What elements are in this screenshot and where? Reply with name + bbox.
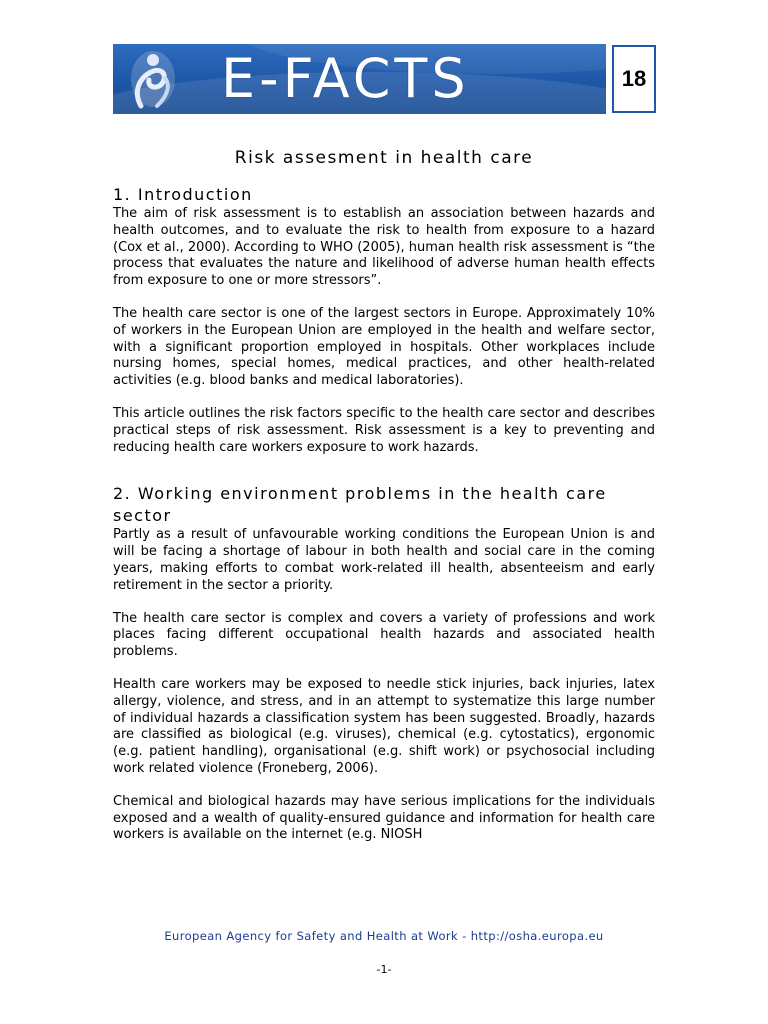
section-heading: 1. Introduction <box>113 185 253 204</box>
banner-background <box>113 44 606 114</box>
paragraph: This article outlines the risk factors specific to the health care sector and describes practical steps of risk assessment. Risk assessment is a key to preventing and reducing health care workers exposure to work hazards. <box>113 405 655 455</box>
section-introduction <box>113 184 655 456</box>
banner-title: E-FACTS <box>221 47 470 110</box>
footer-agency-link[interactable]: European Agency for Safety and Health at Work - http://osha.europa.eu <box>164 929 604 943</box>
document-title: Risk assesment in health care <box>234 148 534 168</box>
paragraph: Partly as a result of unfavourable working conditions the European Union is and will be facing a shortage of labour in both health and social care in the coming years, making efforts to combat work-related ill health, absenteeism and early retirement in the sector a priority. <box>113 527 655 593</box>
issue-number-badge: 18 <box>612 45 656 113</box>
efacts-banner <box>113 44 656 114</box>
section-heading: 2. Working environment problems in the health care sector <box>113 484 607 526</box>
paragraph: Health care workers may be exposed to needle stick injuries, back injuries, latex allergy, violence, and stress, and in an attempt to systematize this large number of individual hazards a classification system has been suggested. Broadly, hazards are classified as biological (e.g. viruses), chemical (e.g. cytostatics), ergonomic (e.g. patient handling), organisational (e.g. shift work) or psychosocial including work related violence (Froneberg, 2006). <box>113 676 655 776</box>
paragraph: The health care sector is one of the largest sectors in Europe. Approximately 10% of workers in the European Union are employed in the health and welfare sector, with a significant proportion employed in hospitals. Other workplaces include nursing homes, special homes, medical practices, and other health-related activities (e.g. blood banks and medical laboratories). <box>113 305 655 389</box>
paragraph: Chemical and biological hazards may have serious implications for the individuals exposed and a wealth of quality-ensured guidance and information for health care workers is available on the internet (e.g. NIOSH <box>113 793 655 843</box>
document-body <box>113 148 655 860</box>
paragraph: The health care sector is complex and covers a variety of professions and work places facing different occupational health hazards and associated health problems. <box>113 610 655 660</box>
page-number: -1- <box>376 963 392 976</box>
paragraph: The aim of risk assessment is to establish an association between hazards and health outcomes, and to evaluate the risk to health from exposure to a hazard (Cox et al., 2000). According to WHO (2005), human health risk assessment is “the process that evaluates the nature and likelihood of adverse human health effects from exposure to one or more stressors”. <box>113 206 655 289</box>
osha-logo-icon <box>123 48 191 110</box>
section-working-environment <box>113 483 655 844</box>
